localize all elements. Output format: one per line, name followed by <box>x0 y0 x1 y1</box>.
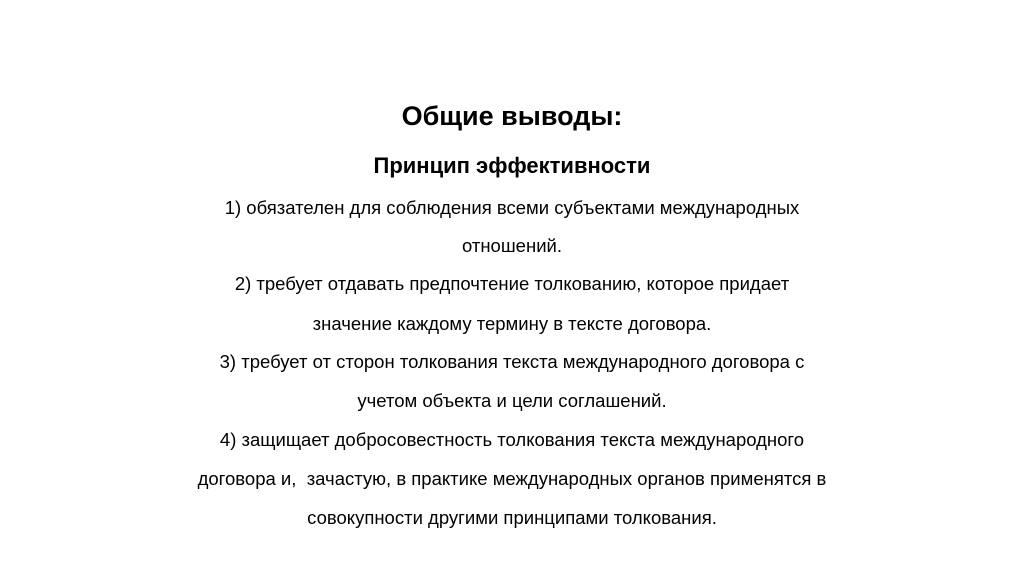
slide-title: Общие выводы: <box>401 101 623 131</box>
body-line-4: значение каждому термину в тексте договора. <box>312 313 712 334</box>
body-line-5: 3) требует от сторон толкования текста международного договора с <box>219 351 805 372</box>
body-line-3: 2) требует отдавать предпочтение толкованию, которое придает <box>234 273 790 294</box>
body-line-7: 4) защищает добросовестность толкования текста международного <box>219 429 805 450</box>
slide-subtitle: Принцип эффективности <box>373 153 651 178</box>
body-line-6: учетом объекта и цели соглашений. <box>357 390 667 411</box>
body-line-1: 1) обязателен для соблюдения всеми субъектами международных <box>224 197 800 218</box>
body-line-9: совокупности другими принципами толкования. <box>307 507 717 528</box>
body-line-2: отношений. <box>461 235 562 256</box>
body-line-8: договора и, зачастую, в практике международных органов применятся в <box>197 468 827 489</box>
